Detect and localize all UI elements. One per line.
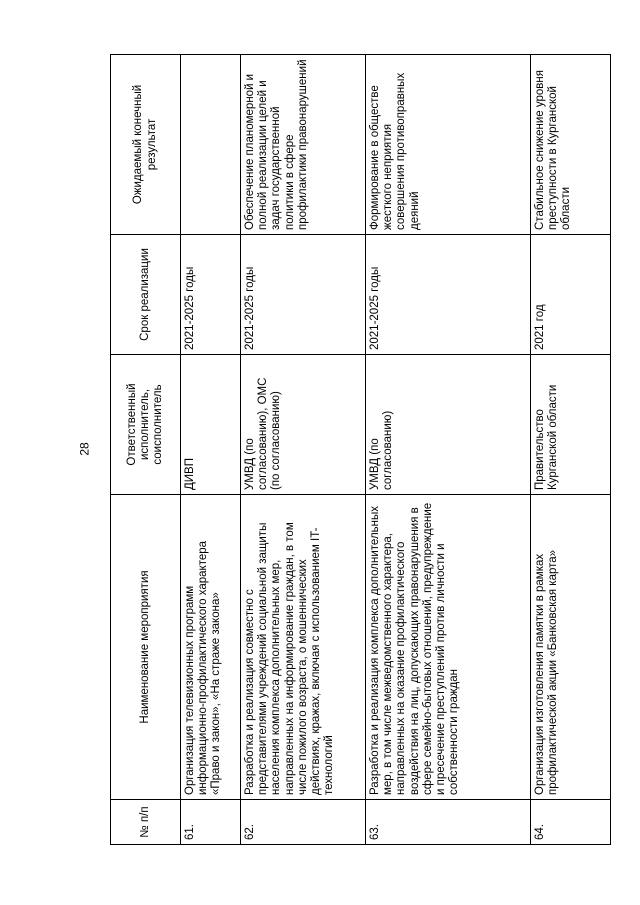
- measures-table: [110, 54, 611, 845]
- row-result: Обеспечение планомерной и полной реализации целей и задач государственной политики в сфере профилактики правонарушений: [241, 55, 366, 235]
- header-term: Срок реализации: [111, 235, 181, 355]
- table-row: [241, 55, 366, 845]
- row-term: 2021 год: [531, 235, 611, 355]
- table-row: [366, 55, 531, 845]
- row-term: 2021-2025 годы: [181, 235, 241, 355]
- page-number: 28: [77, 442, 92, 456]
- row-name: Организация телевизионных программ информационно-профилактического характера «Право и закон», «На страже закона»: [181, 495, 241, 800]
- row-executor: УМВД (по согласованию): [366, 355, 531, 495]
- row-executor: ДИВП: [181, 355, 241, 495]
- header-num: № п/п: [111, 800, 181, 845]
- row-num: 63.: [366, 800, 531, 845]
- row-name: Организация изготовления памятки в рамках профилактической акции «Банковская карта»: [531, 495, 611, 800]
- row-executor: Правительство Курганской области: [531, 355, 611, 495]
- row-name: Разработка и реализация совместно с представителями учреждений социальной защиты населения комплекса дополнительных мер, направленных на информирование граждан, в том числе пожилого возраста, о мошеннических действиях, кражах, включая с использованием IT-технологий: [241, 495, 366, 800]
- row-num: 62.: [241, 800, 366, 845]
- row-num: 64.: [531, 800, 611, 845]
- table-row: [181, 55, 241, 845]
- row-result: [181, 55, 241, 235]
- row-term: 2021-2025 годы: [366, 235, 531, 355]
- table-header-row: [111, 55, 181, 845]
- row-executor: УМВД (по согласованию), ОМС (по согласованию): [241, 355, 366, 495]
- header-executor: Ответственный исполнитель, соисполнитель: [111, 355, 181, 495]
- row-result: Формирование в обществе жесткого неприятия совершения противоправных деяний: [366, 55, 531, 235]
- row-name: Разработка и реализация комплекса дополнительных мер, в том числе межведомственного характера, направленных на оказание профилактического воздействия на лиц, допускающих правонарушения в сфере семейно-бытовых отношений, предупреждение и пресечение преступлений против личности и собственности граждан: [366, 495, 531, 800]
- row-result: Стабильное снижение уровня преступности в Курганской области: [531, 55, 611, 235]
- measures-table-wrapper: [110, 55, 610, 845]
- row-num: 61.: [181, 800, 241, 845]
- header-result: Ожидаемый конечный результат: [111, 55, 181, 235]
- row-term: 2021-2025 годы: [241, 235, 366, 355]
- table-row: [531, 55, 611, 845]
- header-name: Наименование мероприятия: [111, 495, 181, 800]
